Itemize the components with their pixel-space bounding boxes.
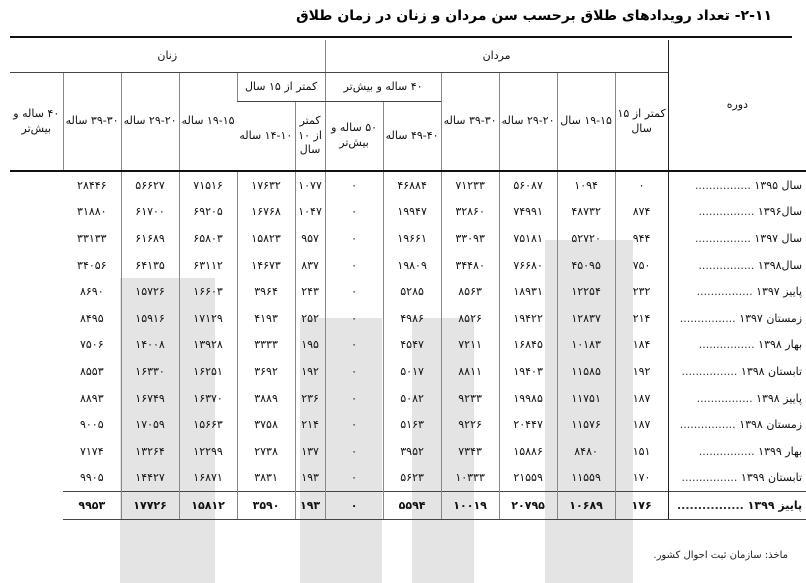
table-cell: ۱۳۲۶۴ — [121, 438, 179, 465]
table-cell: ۱۶۳۷۰ — [179, 385, 237, 412]
period-cell — [668, 385, 806, 412]
table-cell: ۱۵۶۶۳ — [179, 411, 237, 438]
period-cell — [668, 199, 806, 226]
table-cell: ۵۱۶۳ — [383, 411, 441, 438]
leader-dots: ................ — [698, 258, 758, 272]
table-cell: ۳۳۳۳ — [237, 332, 295, 359]
header-men-col: ۵۰ ساله و بیش‌تر — [325, 102, 383, 172]
header-men-col: کمتر از ۱۵ سال — [615, 73, 668, 172]
period-label: تابستان ۱۳۹۹ — [740, 471, 803, 485]
table-cell: ۴۹۸۶ — [383, 305, 441, 332]
table-cell: ۱۹۹۴۷ — [383, 199, 441, 226]
table-cell: ۰ — [325, 358, 383, 385]
table-cell: ۱۷۶ — [615, 492, 668, 520]
period-cell — [668, 332, 806, 359]
table-row — [10, 199, 806, 226]
table-cell: ۷۶۶۸۰ — [499, 252, 557, 279]
period-label: زمستان ۱۳۹۷ — [739, 311, 803, 325]
table-cell: ۷۲۱۱ — [441, 332, 499, 359]
period-cell — [668, 438, 806, 465]
header-men-col: ۲۹-۲۰ ساله — [499, 73, 557, 172]
table-cell: ۱۰۴۷ — [295, 199, 325, 226]
table-cell: ۵۰۸۲ — [383, 385, 441, 412]
table-cell: ۸۳۷ — [295, 252, 325, 279]
table-cell: ۸۵۲۶ — [441, 305, 499, 332]
table-cell: ۰ — [325, 465, 383, 492]
header-women-col: ۴۰ ساله و بیش‌تر — [10, 73, 63, 172]
table-row — [10, 411, 806, 438]
table-cell: ۳۳۱۳۳ — [77, 231, 107, 245]
table-cell: ۱۵۷۲۶ — [121, 278, 179, 305]
divorce-table — [10, 40, 806, 520]
table-cell: ۵۶۲۳ — [383, 465, 441, 492]
table-cell: ۱۱۵۵۹ — [557, 465, 615, 492]
table-row — [10, 278, 806, 305]
table-cell: ۰ — [325, 332, 383, 359]
table-cell: ۹۴۴ — [615, 225, 668, 252]
table-cell: ۰ — [325, 305, 383, 332]
table-cell: ۱۵۱ — [615, 438, 668, 465]
table-cell: ۵۲۸۵ — [383, 278, 441, 305]
table-cell: ۲۳۲ — [615, 278, 668, 305]
table-cell: ۲۱۴ — [615, 305, 668, 332]
table-cell: ۱۹۵ — [295, 332, 325, 359]
table-cell: ۰ — [325, 199, 383, 226]
table-cell: ۱۸۴ — [615, 332, 668, 359]
table-cell: ۱۷۱۲۹ — [179, 305, 237, 332]
header-women-col: ۱۹-۱۵ ساله — [179, 73, 237, 172]
table-cell: ۸۸۱۱ — [441, 358, 499, 385]
table-cell: ۸۸۹۳ — [79, 391, 104, 405]
table-cell: ۱۹۴۲۲ — [499, 305, 557, 332]
leader-dots: ................ — [676, 498, 748, 512]
table-cell: ۱۷۷۲۶ — [121, 492, 179, 520]
period-cell — [668, 278, 806, 305]
table-cell: ۶۳۱۱۲ — [179, 252, 237, 279]
table-cell: ۳۳۰۹۳ — [441, 225, 499, 252]
table-cell: ۳۷۵۸ — [237, 411, 295, 438]
leader-dots: ................ — [696, 391, 757, 405]
table-row — [10, 225, 806, 252]
table-row — [10, 385, 806, 412]
table-cell: ۱۹۳ — [295, 492, 325, 520]
table-cell: ۳۸۳۱ — [237, 465, 295, 492]
table-cell: ۵۰۱۷ — [383, 358, 441, 385]
table-cell: ۱۶۳۳۰ — [121, 358, 179, 385]
table-cell: ۹۵۷ — [295, 225, 325, 252]
table-cell: ۰ — [325, 492, 383, 520]
table-row — [10, 305, 806, 332]
table-cell: ۱۸۷ — [615, 411, 668, 438]
table-cell: ۸۵۵۳ — [79, 364, 104, 378]
period-label: پاییز ۱۳۹۸ — [756, 391, 803, 405]
header-men: مردان — [325, 40, 668, 73]
leader-dots: ................ — [679, 311, 740, 325]
table-cell: ۲۱۵۵۹ — [499, 465, 557, 492]
table-cell: ۹۲۲۶ — [441, 411, 499, 438]
table-cell: ۱۷۰ — [615, 465, 668, 492]
leader-dots: ................ — [694, 178, 755, 192]
table-cell: ۸۴۹۵ — [79, 311, 104, 325]
table-cell: ۸۴۸۰ — [557, 438, 615, 465]
table-cell: ۱۴۶۷۳ — [237, 252, 295, 279]
table-cell: ۱۹۹۸۵ — [499, 385, 557, 412]
period-cell — [668, 305, 806, 332]
table-cell: ۱۴۴۲۷ — [121, 465, 179, 492]
table-cell: ۱۹۴۰۳ — [499, 358, 557, 385]
table-title: ۲-۱۱- تعداد رویدادهای طلاق برحسب سن مردان و زنان در زمان طلاق — [296, 8, 772, 24]
table-cell: ۱۷۶۳۲ — [237, 171, 295, 199]
table-cell: ۵۶۶۲۷ — [121, 171, 179, 199]
table-row — [10, 252, 806, 279]
table-cell: ۲۴۳ — [295, 278, 325, 305]
table-cell: ۴۵۴۷ — [383, 332, 441, 359]
table-cell: ۱۹۲ — [615, 358, 668, 385]
table-row — [10, 171, 806, 199]
leader-dots: ................ — [681, 364, 741, 378]
period-cell — [668, 225, 806, 252]
table-cell: ۱۰۳۳۳ — [441, 465, 499, 492]
period-label: سال۱۳۹۶ — [757, 205, 803, 219]
table-cell: ۰ — [325, 438, 383, 465]
table-cell: ۷۱۷۴ — [79, 444, 104, 458]
table-cell: ۵۲۷۲۰ — [557, 225, 615, 252]
table-cell: ۲۳۶ — [295, 385, 325, 412]
table-cell: ۶۱۷۰۰ — [121, 199, 179, 226]
table-cell: ۱۵۸۲۳ — [237, 225, 295, 252]
table-cell: ۶۱۶۸۹ — [121, 225, 179, 252]
period-label: پاییز ۱۳۹۷ — [756, 285, 803, 299]
period-cell — [668, 411, 806, 438]
source-note: ماخذ: سازمان ثبت احوال کشور. — [653, 550, 788, 561]
table-cell: ۱۱۵۸۵ — [557, 358, 615, 385]
table-row — [10, 332, 806, 359]
table-cell: ۷۵۱۸۱ — [499, 225, 557, 252]
leader-dots: ................ — [698, 205, 758, 219]
table-cell: ۱۱۵۷۶ — [557, 411, 615, 438]
period-cell — [668, 171, 806, 199]
table-cell: ۱۰۰۱۹ — [441, 492, 499, 520]
leader-dots: ................ — [681, 471, 741, 485]
table-cell: ۰ — [325, 225, 383, 252]
table-cell: ۵۶۰۸۷ — [499, 171, 557, 199]
table-cell: ۸۵۶۳ — [441, 278, 499, 305]
table-cell: ۳۱۸۸۰ — [77, 205, 107, 219]
table-cell: ۳۲۸۶۰ — [441, 199, 499, 226]
table-cell: ۷۱۲۳۳ — [441, 171, 499, 199]
table-cell: ۳۹۵۲ — [383, 438, 441, 465]
period-label: سال ۱۳۹۵ — [754, 178, 803, 192]
header-men-col: ۳۹-۳۰ ساله — [441, 73, 499, 172]
table-cell: ۵۵۹۴ — [383, 492, 441, 520]
leader-dots: ................ — [679, 418, 740, 432]
table-cell: ۱۰۹۴ — [557, 171, 615, 199]
header-women: زنان — [10, 40, 325, 73]
table-cell: ۲۵۲ — [295, 305, 325, 332]
header-women-col: ۲۹-۲۰ ساله — [121, 73, 179, 172]
period-cell — [668, 492, 806, 520]
table-cell: ۷۱۵۱۶ — [179, 171, 237, 199]
table-cell: ۹۹۰۵ — [79, 471, 104, 485]
table-row — [10, 438, 806, 465]
table-cell: ۱۹۶۶۱ — [383, 225, 441, 252]
table-cell: ۷۵۰۶ — [79, 338, 104, 352]
table-cell: ۳۴۰۵۶ — [77, 258, 107, 272]
period-label: بهار ۱۳۹۹ — [758, 444, 803, 458]
table-cell: ۰ — [615, 171, 668, 199]
period-cell — [668, 358, 806, 385]
header-men-col: ۱۹-۱۵ سال — [557, 73, 615, 172]
table-cell: ۷۳۴۳ — [441, 438, 499, 465]
table-cell: ۱۶۸۴۵ — [499, 332, 557, 359]
table-cell: ۱۰۷۷ — [295, 171, 325, 199]
table-cell: ۰ — [325, 252, 383, 279]
table-cell: ۲۰۷۹۵ — [499, 492, 557, 520]
table-cell: ۲۷۳۸ — [237, 438, 295, 465]
table-cell: ۱۹۸۰۹ — [383, 252, 441, 279]
table-cell: ۱۰۱۸۳ — [557, 332, 615, 359]
table-cell: ۱۹۳ — [295, 465, 325, 492]
table-cell: ۱۳۹۲۸ — [179, 332, 237, 359]
table-cell: ۹۲۳۳ — [441, 385, 499, 412]
table-cell: ۱۱۷۵۱ — [557, 385, 615, 412]
table-cell: ۸۷۴ — [615, 199, 668, 226]
table-cell: ۶۴۱۳۵ — [121, 252, 179, 279]
table-cell: ۱۷۰۵۹ — [121, 411, 179, 438]
table-cell: ۱۴۰۰۸ — [121, 332, 179, 359]
period-label: پاییز ۱۳۹۹ — [747, 498, 803, 512]
header-men-40plus: ۴۰ ساله و بیش‌تر — [325, 73, 441, 102]
table-cell: ۱۲۸۳۷ — [557, 305, 615, 332]
table-cell: ۱۲۲۵۴ — [557, 278, 615, 305]
table-cell: ۱۶۲۵۱ — [179, 358, 237, 385]
table-cell: ۳۹۶۴ — [237, 278, 295, 305]
table-cell: ۴۵۰۹۵ — [557, 252, 615, 279]
table-cell: ۱۵۸۸۶ — [499, 438, 557, 465]
table-cell: ۰ — [325, 385, 383, 412]
table-cell: ۳۸۸۹ — [237, 385, 295, 412]
table-cell: ۳۶۹۲ — [237, 358, 295, 385]
period-label: زمستان ۱۳۹۸ — [739, 418, 803, 432]
table-cell: ۱۵۹۱۶ — [121, 305, 179, 332]
leader-dots: ................ — [698, 338, 759, 352]
table-cell: ۳۴۴۸۰ — [441, 252, 499, 279]
period-cell — [668, 252, 806, 279]
table-cell: ۱۸۹۳۱ — [499, 278, 557, 305]
table-cell: ۷۴۹۹۱ — [499, 199, 557, 226]
table-row — [10, 492, 806, 520]
table-cell: ۹۹۵۳ — [63, 492, 121, 520]
table-cell: ۱۹۲ — [295, 358, 325, 385]
table-cell: ۷۵۰ — [615, 252, 668, 279]
table-cell: ۲۱۴ — [295, 411, 325, 438]
header-women-under15: کمتر از ۱۵ سال — [237, 73, 325, 102]
table-cell: ۱۶۷۴۹ — [121, 385, 179, 412]
table-cell: ۳۵۹۰ — [237, 492, 295, 520]
table-cell: ۱۶۷۶۸ — [237, 199, 295, 226]
table-cell: ۱۶۶۰۳ — [179, 278, 237, 305]
table-cell: ۱۲۲۹۹ — [179, 438, 237, 465]
table-cell: ۸۶۹۰ — [79, 285, 104, 299]
title-divider — [10, 36, 792, 38]
table-cell: ۲۰۴۴۷ — [499, 411, 557, 438]
header-men-col: ۴۹-۴۰ ساله — [383, 102, 441, 172]
table-cell: ۴۱۹۳ — [237, 305, 295, 332]
table-cell: ۱۰۶۸۹ — [557, 492, 615, 520]
header-women-col: ۳۹-۳۰ ساله — [63, 73, 121, 172]
table-cell: ۴۸۷۳۲ — [557, 199, 615, 226]
period-cell — [668, 465, 806, 492]
leader-dots: ................ — [696, 285, 757, 299]
table-cell: ۱۵۸۱۲ — [179, 492, 237, 520]
header-period: دوره — [668, 40, 806, 171]
table-cell: ۹۰۰۵ — [79, 418, 104, 432]
leader-dots: ................ — [698, 444, 759, 458]
table-row — [10, 358, 806, 385]
period-label: بهار ۱۳۹۸ — [758, 338, 803, 352]
header-women-col: کمتر از ۱۰ سال — [295, 102, 325, 172]
table-cell: ۲۸۴۴۶ — [77, 178, 107, 192]
header-women-col: ۱۴-۱۰ ساله — [237, 102, 295, 172]
table-cell: ۱۳۷ — [295, 438, 325, 465]
table-cell: ۱۶۸۷۱ — [179, 465, 237, 492]
table-cell: ۰ — [325, 411, 383, 438]
table-cell: ۶۹۲۰۵ — [179, 199, 237, 226]
period-label: تابستان ۱۳۹۸ — [740, 364, 803, 378]
table-row — [10, 465, 806, 492]
period-label: سال۱۳۹۸ — [757, 258, 803, 272]
table-cell: ۰ — [325, 278, 383, 305]
table-cell: ۶۵۸۰۳ — [179, 225, 237, 252]
table-cell: ۱۸۷ — [615, 385, 668, 412]
table-cell: ۰ — [325, 171, 383, 199]
leader-dots: ................ — [694, 231, 755, 245]
table-cell: ۴۶۸۸۴ — [383, 171, 441, 199]
period-label: سال ۱۳۹۷ — [754, 231, 803, 245]
